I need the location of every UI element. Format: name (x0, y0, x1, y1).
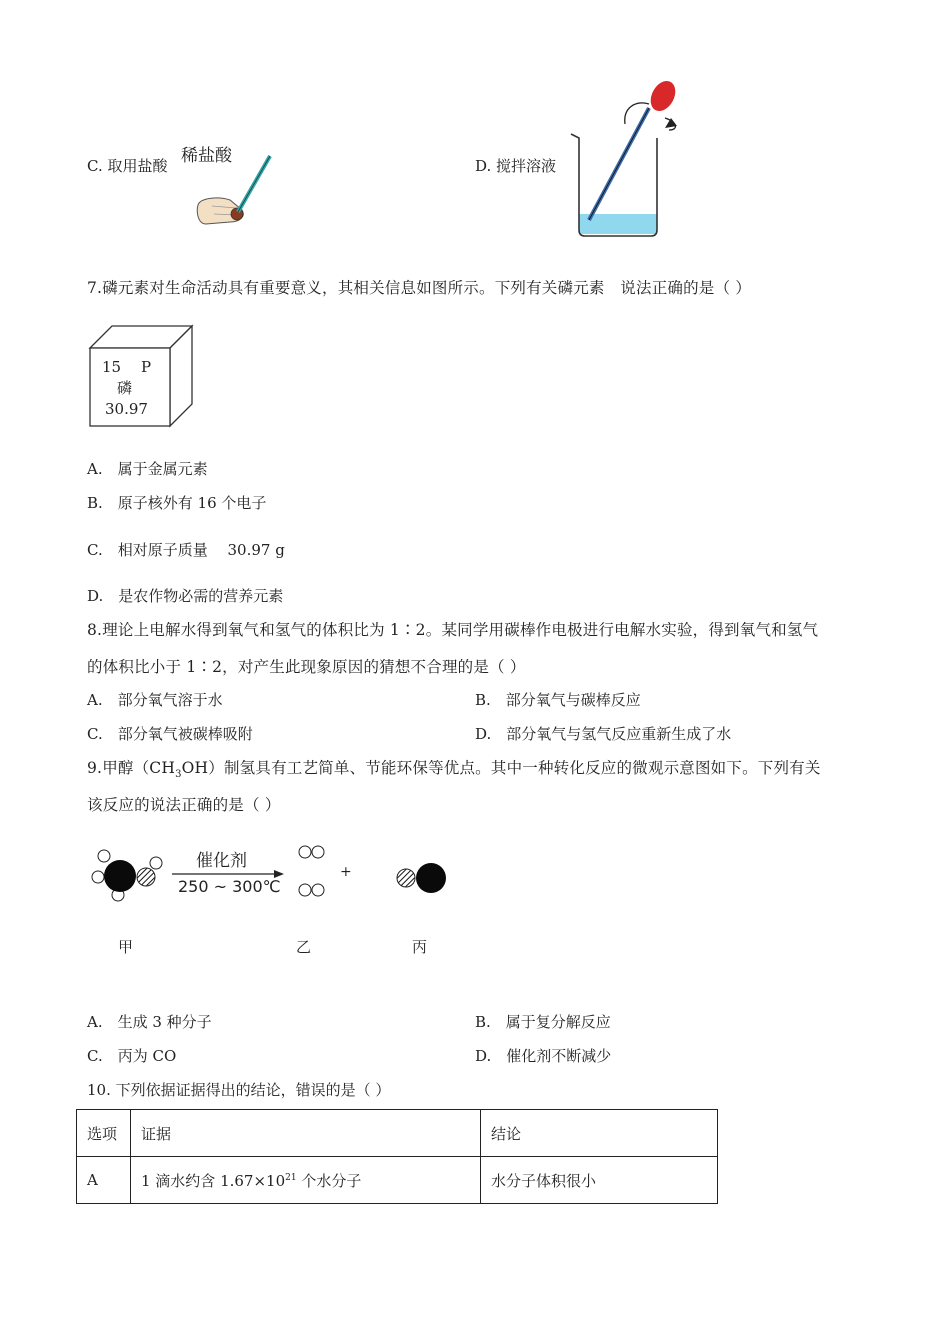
evidence-exponent: 21 (285, 1172, 297, 1183)
q9-option-b: B. 属于复分解反应 (475, 1013, 611, 1031)
element-atomic-number: 15 (102, 358, 122, 376)
evidence-text-pre: 1 滴水约含 1.67×10 (141, 1171, 286, 1190)
q7-stem: 7.磷元素对生命活动具有重要意义，其相关信息如图所示。下列有关磷元素 说法正确的是（ ） (87, 279, 752, 297)
q8-option-a: A. 部分氧气溶于水 (87, 691, 223, 709)
bottle-label: 稀盐酸 (181, 146, 232, 166)
header-option: 选项 (77, 1110, 131, 1157)
header-conclusion: 结论 (481, 1110, 718, 1157)
q9-stem-post: OH）制氢具有工艺简单、节能环保等优点。其中一种转化反应的微观示意图如下。下列有关 (181, 759, 821, 777)
element-name: 磷 (117, 379, 133, 397)
catalyst-label: 催化剂 (196, 851, 247, 871)
q9-option-c: C. 丙为 CO (87, 1047, 177, 1065)
methanol-reaction-diagram (88, 836, 458, 910)
q8-stem-line1: 8.理论上电解水得到氧气和氢气的体积比为 1∶2。某同学用碳棒作电极进行电解水实验，得到氧气和氢气 (87, 621, 819, 639)
element-symbol: P (141, 358, 152, 376)
q9-stem-line2: 该反应的说法正确的是（ ） (87, 796, 281, 814)
q9-stem-line1 (87, 756, 821, 780)
q6-option-d-label: D. 搅拌溶液 (475, 157, 557, 175)
beaker-stirring-illustration (565, 78, 685, 240)
q7-option-d: D. 是农作物必需的营养元素 (87, 587, 284, 605)
dropper-hand-illustration (190, 150, 280, 240)
evidence-table (76, 1109, 718, 1204)
header-evidence: 证据 (131, 1110, 481, 1157)
cell-conclusion: 水分子体积很小 (481, 1157, 718, 1204)
q8-option-b: B. 部分氧气与碳棒反应 (475, 691, 641, 709)
label-bing: 丙 (412, 938, 428, 956)
q7-option-a: A. 属于金属元素 (87, 460, 208, 478)
label-jia: 甲 (118, 938, 134, 956)
q9-stem-sub: 3 (175, 769, 182, 781)
q8-stem-line2: 的体积比小于 1∶2，对产生此现象原因的猜想不合理的是（ ） (87, 658, 526, 676)
element-mass: 30.97 (105, 400, 148, 418)
cell-evidence (131, 1157, 481, 1204)
q7-option-c: C. 相对原子质量 30.97 g (87, 541, 285, 559)
temperature-condition: 250 ~ 300℃ (178, 877, 281, 896)
q6-option-c-label: C. 取用盐酸 (87, 157, 168, 175)
q7-option-b: B. 原子核外有 16 个电子 (87, 494, 267, 512)
q9-option-a: A. 生成 3 种分子 (87, 1013, 212, 1031)
q9-option-d: D. 催化剂不断减少 (475, 1047, 612, 1065)
q9-stem-pre: 9.甲醇（CH (87, 759, 176, 777)
label-yi: 乙 (296, 938, 312, 956)
q10-stem: 10. 下列依据证据得出的结论，错误的是（ ） (87, 1081, 391, 1099)
table-row (77, 1157, 718, 1204)
q8-option-c: C. 部分氧气被碳棒吸附 (87, 725, 253, 743)
cell-option: A (77, 1157, 131, 1204)
table-header-row (77, 1110, 718, 1157)
evidence-text-post: 个水分子 (296, 1171, 362, 1190)
q8-option-d: D. 部分氧气与氢气反应重新生成了水 (475, 725, 732, 743)
plus-sign: + (340, 864, 352, 880)
